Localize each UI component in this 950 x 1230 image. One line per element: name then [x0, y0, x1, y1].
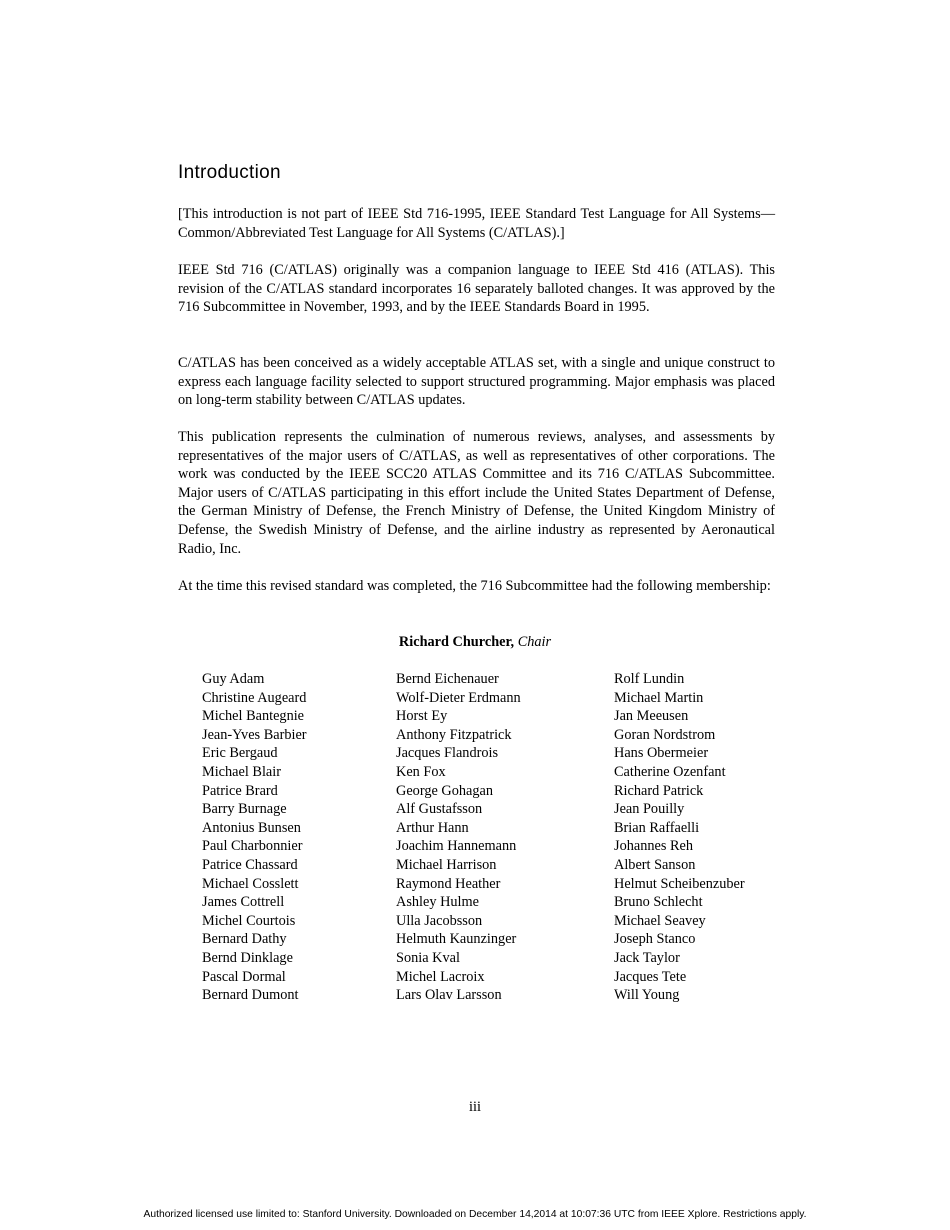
- member-name: Horst Ey: [396, 708, 448, 725]
- member-name: Christine Augeard: [202, 689, 307, 706]
- member-name: Wolf-Dieter Erdmann: [396, 689, 521, 706]
- member-name: Jean Pouilly: [614, 801, 685, 818]
- member-name: Bernard Dumont: [202, 987, 299, 1004]
- member-name: Michael Cosslett: [202, 875, 299, 892]
- concept-paragraph: C/ATLAS has been conceived as a widely acceptable ATLAS set, with a single and unique construct to express each language facility selected to support structured programming. Major emphasis was placed on long-term stability between C/ATLAS updates.: [178, 355, 775, 409]
- member-name: Jacques Tete: [614, 968, 687, 985]
- member-name: George Gohagan: [396, 782, 493, 799]
- member-name: Jack Taylor: [614, 949, 680, 966]
- member-column-2: [396, 670, 521, 1005]
- section-heading: Introduction: [178, 162, 281, 183]
- chair-role: Chair: [517, 634, 552, 650]
- member-name: Anthony Fitzpatrick: [396, 726, 512, 743]
- member-column-1: [202, 670, 307, 1005]
- member-name: Michel Lacroix: [396, 968, 485, 985]
- member-name: Paul Charbonnier: [202, 838, 303, 855]
- page-number: iii: [469, 1099, 481, 1115]
- member-name: Patrice Chassard: [202, 856, 298, 873]
- member-name: Michel Bantegnie: [202, 708, 305, 725]
- member-name: Bernd Dinklage: [202, 949, 293, 966]
- member-name: Arthur Hann: [396, 819, 469, 836]
- member-name: Jan Meeusen: [614, 708, 689, 725]
- member-name: Sonia Kval: [396, 949, 460, 966]
- member-name: Goran Nordstrom: [614, 726, 716, 743]
- member-name: Jacques Flandrois: [396, 745, 499, 762]
- member-name: Will Young: [614, 987, 680, 1004]
- member-name: Joseph Stanco: [614, 931, 696, 948]
- membership-paragraph: At the time this revised standard was completed, the 716 Subcommittee had the following membership:: [178, 578, 771, 594]
- member-name: Brian Raffaelli: [614, 819, 700, 836]
- member-name: Michel Courtois: [202, 912, 296, 929]
- member-name: Michael Seavey: [614, 912, 706, 929]
- member-name: Bernard Dathy: [202, 931, 287, 948]
- member-name: Ken Fox: [396, 763, 446, 780]
- chair-line: [0, 633, 950, 652]
- member-name: Ulla Jacobsson: [396, 912, 483, 929]
- member-name: Bernd Eichenauer: [396, 671, 499, 687]
- member-name: Raymond Heather: [396, 875, 501, 892]
- member-column-3: [614, 670, 745, 1005]
- member-name: Lars Olav Larsson: [396, 987, 502, 1004]
- publication-paragraph: This publication represents the culmination of numerous reviews, analyses, and assessments by representatives of the major users of C/ATLAS, as well as representatives of other corporations. The work was conducted by the IEEE SCC20 ATLAS Committee and its 716 C/ATLAS Subcommittee. Major users of C/ATLAS participating in this effort include the United States Department of Defense, the German Ministry of Defense, the French Ministry of Defense, the United Kingdom Ministry of Defense, the Swedish Ministry of Defense, and the airline industry as represented by Aeronautical Radio, Inc.: [178, 429, 775, 557]
- member-name: Hans Obermeier: [614, 745, 709, 762]
- member-name: Antonius Bunsen: [202, 819, 301, 836]
- member-name: Pascal Dormal: [202, 968, 286, 985]
- member-name: Michael Harrison: [396, 856, 497, 873]
- intro-note-paragraph: [This introduction is not part of IEEE Std 716-1995, IEEE Standard Test Language for All Systems—Common/Abbreviated Test Language for All Systems (C/ATLAS).]: [178, 206, 775, 241]
- license-footer: Authorized licensed use limited to: Stanford University. Downloaded on December 14,2014 at 10:07:36 UTC from IEEE Xplore. Restrictions apply.: [143, 1209, 807, 1220]
- member-name: Helmut Scheibenzuber: [614, 875, 745, 892]
- member-name: Bruno Schlecht: [614, 894, 703, 911]
- member-name: Jean-Yves Barbier: [202, 726, 307, 743]
- member-name: Barry Burnage: [202, 801, 287, 818]
- member-name: Rolf Lundin: [614, 671, 685, 687]
- member-name: Michael Blair: [202, 763, 282, 780]
- history-paragraph: IEEE Std 716 (C/ATLAS) originally was a companion language to IEEE Std 416 (ATLAS). This revision of the C/ATLAS standard incorporates 16 separately balloted changes. It was approved by the 716 Subcommittee in November, 1993, and by the IEEE Standards Board in 1995.: [178, 262, 775, 316]
- member-name: Helmuth Kaunzinger: [396, 931, 517, 948]
- member-name: Michael Martin: [614, 689, 704, 706]
- member-name: Richard Patrick: [614, 782, 704, 799]
- member-name: Ashley Hulme: [396, 894, 479, 911]
- member-name: Catherine Ozenfant: [614, 763, 726, 780]
- member-name: Johannes Reh: [614, 838, 694, 855]
- member-name: Alf Gustafsson: [396, 801, 483, 818]
- member-name: James Cottrell: [202, 894, 285, 911]
- member-name: Eric Bergaud: [202, 745, 278, 762]
- chair-name: Richard Churcher,: [398, 634, 515, 650]
- member-name: Joachim Hannemann: [396, 838, 517, 855]
- member-name: Albert Sanson: [614, 856, 696, 873]
- member-name: Guy Adam: [202, 671, 265, 687]
- member-name: Patrice Brard: [202, 782, 278, 799]
